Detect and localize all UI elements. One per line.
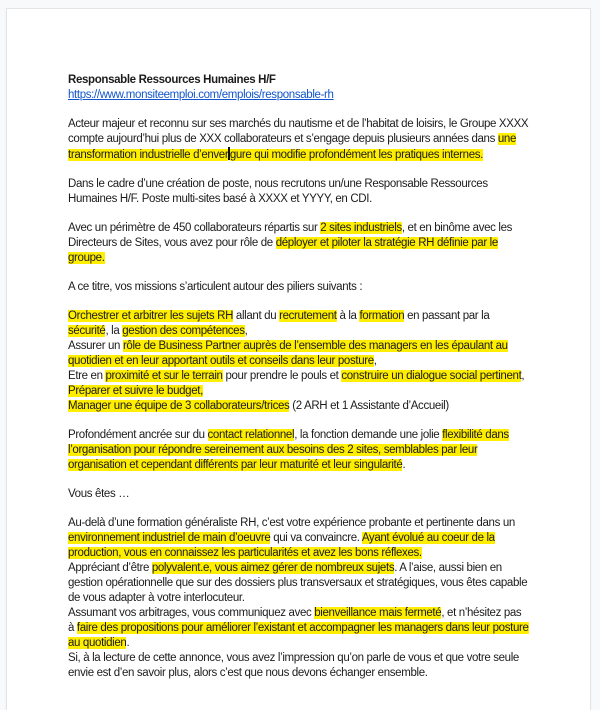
- text-run: Si, à la lecture de cette annonce, vous avez l’impression qu’on parle de vous et que votre seule envie est d’en savoir plus, alors c’est que nous devons échanger ensemble.: [68, 652, 519, 679]
- text-run: ,: [373, 355, 377, 367]
- highlighted-text: gure qui modifie profondément les pratiques internes.: [229, 149, 483, 161]
- text-run: Dans le cadre d’une création de poste, nous recrutons un/une Responsable Ressources Humaines H/F. Poste multi-sites basé à XXXX et YYYY, en CDI.: [68, 178, 488, 205]
- text-run: Vous êtes …: [68, 488, 130, 500]
- text-run: allant du: [233, 310, 280, 322]
- text-run: , la: [105, 325, 123, 337]
- highlighted-text: faire des propositions pour améliorer l’existant et accompagner les managers dans leur posture au quotidien: [68, 622, 529, 649]
- highlighted-text: rôle de Business Partner auprès de l’ensemble des managers en les épaulant au quotidien et en leur apportant outils et conseils dans leur posture: [68, 340, 508, 367]
- text-run: .: [126, 637, 130, 649]
- paragraph-5[interactable]: [68, 309, 530, 414]
- highlighted-text: sécurité: [68, 325, 106, 337]
- text-run: , la fonction demande une jolie: [294, 429, 443, 441]
- text-run: Au-delà d’une formation généraliste RH, c’est votre expérience probante et pertinente dans un: [68, 517, 515, 529]
- text-run: , et en binôme avec les Directeurs de Sites, vous avez pour rôle de: [68, 222, 513, 249]
- text-run: Assurer un: [68, 340, 123, 352]
- highlighted-text: construire un dialogue social pertinent: [341, 370, 522, 382]
- text-run: Assumant vos arbitrages, vous communiquez avec: [68, 607, 315, 619]
- text-run: qui va convaincre.: [270, 532, 362, 544]
- highlighted-text: une transformation industrielle d’enver: [68, 133, 516, 161]
- text-run: pour prendre le pouls et: [222, 370, 342, 382]
- highlighted-text: bienveillance mais fermeté: [314, 607, 442, 619]
- paragraph-7[interactable]: [68, 487, 530, 502]
- text-run: (2 ARH et 1 Assistante d’Accueil): [289, 400, 449, 412]
- text-run: A ce titre, vos missions s’articulent autour des piliers suivants :: [68, 281, 363, 293]
- highlighted-text: recrutement: [279, 310, 337, 322]
- highlighted-text: gestion des compétences: [122, 325, 245, 337]
- text-run: , et n’hésitez pas à: [68, 607, 522, 634]
- highlighted-text: proximité et sur le terrain: [105, 370, 223, 382]
- job-title[interactable]: Responsable Ressources Humaines H/F: [68, 74, 276, 86]
- text-run: Appréciant d’être: [68, 562, 152, 574]
- highlighted-text: Préparer et suivre le budget,: [68, 385, 203, 397]
- highlighted-text: formation: [359, 310, 405, 322]
- text-run: en passant par la: [404, 310, 490, 322]
- text-run: ,: [521, 370, 525, 382]
- paragraphs-container: [68, 117, 530, 681]
- text-run: Avec un périmètre de 450 collaborateurs répartis sur: [68, 222, 321, 234]
- document-content: [7, 9, 590, 681]
- paragraph-8[interactable]: [68, 516, 530, 681]
- paragraph-2[interactable]: [68, 177, 530, 207]
- text-run: ,: [244, 325, 248, 337]
- text-run: à la: [336, 310, 360, 322]
- highlighted-text: déployer et piloter la stratégie RH définie par le groupe.: [68, 237, 498, 264]
- text-run: .: [402, 459, 406, 471]
- text-run: Etre en: [68, 370, 106, 382]
- document-page[interactable]: [6, 8, 591, 710]
- paragraph-4[interactable]: [68, 280, 530, 295]
- paragraph-3[interactable]: [68, 221, 530, 266]
- paragraph-1[interactable]: [68, 117, 530, 163]
- text-run: Acteur majeur et reconnu sur ses marchés du nautisme et de l’habitat de loisirs, le Groupe XXXX compte aujourd’hui plus de XXX collaborateurs et s’engage depuis plusieurs années dans: [68, 118, 529, 145]
- highlighted-text: contact relationnel: [207, 429, 295, 441]
- highlighted-text: Ayant évolué au coeur de la production, vous en connaissez les particularités et avez les bons réflexes.: [68, 532, 495, 559]
- link-line: [68, 88, 530, 103]
- highlighted-text: flexibilité dans l’organisation pour répondre sereinement aux besoins des 2 sites, semblables par leur organisation et cependant différents par leur maturité et leur singularité: [68, 429, 509, 471]
- paragraph-6[interactable]: [68, 428, 530, 473]
- job-posting-link[interactable]: https://www.monsiteemploi.com/emplois/responsable-rh: [68, 89, 334, 101]
- highlighted-text: Manager une équipe de 3 collaborateurs/trices: [68, 400, 290, 412]
- text-run: Profondément ancrée sur du: [68, 429, 208, 441]
- highlighted-text: environnement industriel de main d’oeuvre: [68, 532, 271, 544]
- text-run: . A l’aise, aussi bien en gestion opérationnelle que sur des dossiers plus transversaux et stratégiques, vous êtes capable de vous adapter à votre interlocuteur.: [68, 562, 528, 604]
- highlighted-text: 2 sites industriels: [320, 222, 402, 234]
- highlighted-text: Orchestrer et arbitrer les sujets RH: [68, 310, 234, 322]
- highlighted-text: polyvalent.e, vous aimez gérer de nombreux sujets: [151, 562, 395, 574]
